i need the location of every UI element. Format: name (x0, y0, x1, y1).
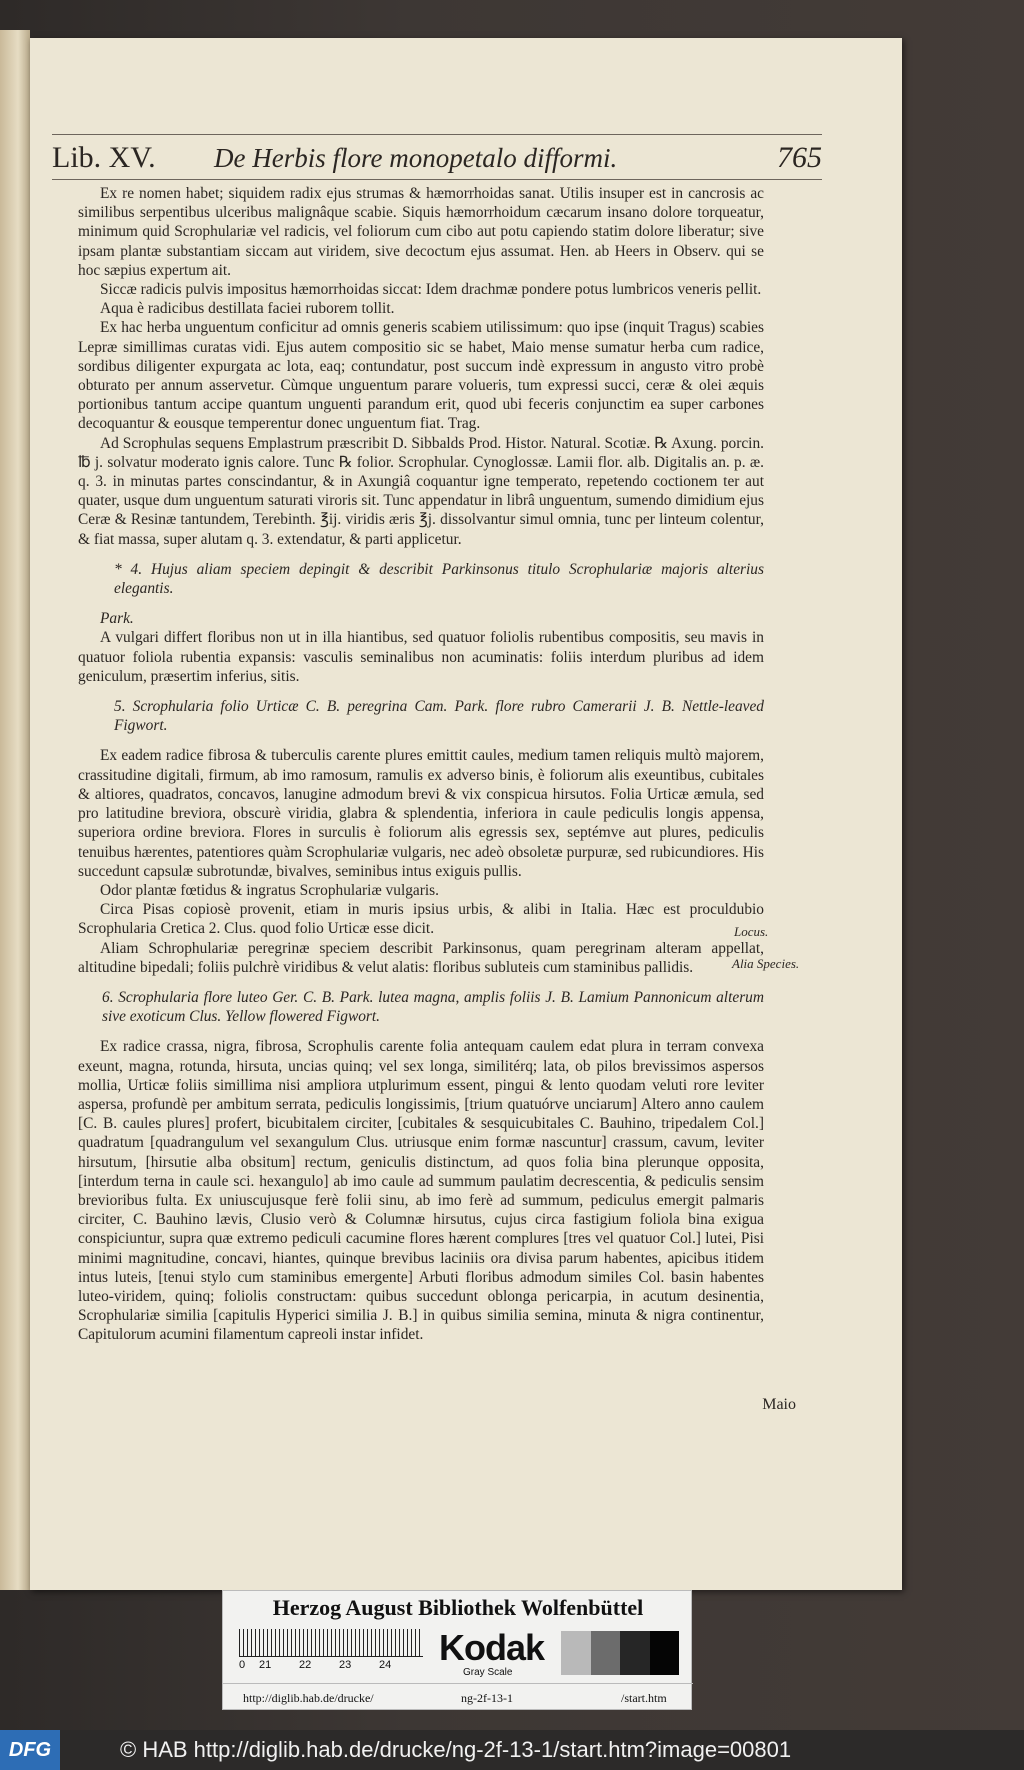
paragraph: Circa Pisas copiosè provenit, etiam in muris ipsius urbis, & alibi in Italia. Hæc est proculdubio Scrophularia Cretica 2. Clus. quod folio Urticæ esse dicit. (78, 901, 764, 938)
ruler-number: 0 (239, 1659, 246, 1671)
bar-url-mid: ng-2f-13-1 (461, 1691, 513, 1705)
margin-note-locus: Locus. (734, 924, 769, 939)
previous-page-edge (0, 30, 30, 1590)
bar-url-row (223, 1683, 693, 1711)
scale-ruler (239, 1629, 423, 1657)
running-header (52, 134, 822, 180)
ruler-number: 22 (299, 1659, 312, 1671)
species-heading: 5. Scrophularia folio Urticæ C. B. peregrina Cam. Park. flore rubro Camerarii J. B. Nettle-leaved Figwort. (114, 698, 764, 735)
margin-note-alia-species: Alia Species. (732, 956, 800, 971)
footer-url[interactable]: © HAB http://diglib.hab.de/drucke/ng-2f-13-1/start.htm?image=00801 (120, 1737, 792, 1762)
paragraph: Ex hac herba unguentum conficitur ad omnis generis scabiem utilissimum: quo ipse (inquit Tragus) scabies Lepræ simillimas curatas vidi. Ejus autem compositio sic se habet, Maio mense sumatur herba cum radice, sordibus diligenter expurgata ac lota, eaq; contundatur, post succum indè expressum in angusto vitro probè obturato per annum asservetur. Cùmque unguentum parare volueris, tum expressi succi, ceræ & olei æquis portionibus tantum accipe quantum unguenti parandum erit, quod ubi feceris conjunctim ea super carbones decoquantur & eousque temperentur donec unguentum fiat. Trag. (78, 319, 764, 433)
gray-swatch (591, 1631, 621, 1675)
ruler-number: 24 (379, 1659, 392, 1671)
paragraph: Ex eadem radice fibrosa & tuberculis carente plures emittit caules, medium tamen reliquis multò majorem, crassitudine digitali, firmum, ab imo ramosum, ramulis ex adverso binis, è foliorum alis exeuntibus, cubitales & altiores, quadratos, concavos, lanugine admodum brevi & vix conspicua hirsutos. Folia Urticæ æmula, sed pro latitudine breviora, obscurè viridia, glabra & splendentia, inferiora in caule pediculis longis appensa, superiora ordine breviora. Flores in surculis è foliorum alis egressis sex, septémve aut plures, pediculis tenuibus hærentes, patentiores quàm Scrophulariæ vulgaris, nec adeò obsoletæ purpuræ, sed rubicundiores. His succedunt capsulæ subrotundæ, bivalves, seminibus intus exiguis pullis. (78, 747, 764, 880)
gray-swatch (561, 1631, 591, 1675)
paragraph: Odor plantæ fœtidus & ingratus Scrophulariæ vulgaris. (100, 881, 439, 899)
paragraph: Ex re nomen habet; siquidem radix ejus strumas & hæmorrhoidas sanat. Utilis insuper est in cancrosis ac similibus serpentibus ulceribus malignâque scabie. Siquis hæmorrhoidum cæcarum insano dolore torqueatur, minimum quid Scrophulariæ vel radicis, vel foliorum cum cibo aut potu capiendo statim dolore liberatur; sive ipsam plantæ substantiam siccam aut viridem, sive decoctum ejus assumat. Hen. ab Heers in Observ. qui se hoc sæpius expertum ait. (78, 185, 764, 279)
paragraph: Aliam Schrophulariæ peregrinæ speciem describit Parkinsonus, quam peregrinam alteram appellat, altitudine bipedali; foliis pulchrè viridibus & velut alatis: floribus subluteis cum staminibus pallidis. (78, 939, 764, 976)
ruler-number: 23 (339, 1659, 352, 1671)
paragraph: Siccæ radicis pulvis impositus hæmorrhoidas siccat: Idem drachmæ pondere potus lumbricos veneris pellit. (100, 281, 762, 299)
ruler-number: 21 (259, 1659, 272, 1671)
dfg-logo: DFG (0, 1730, 60, 1770)
page-number: 765 (777, 141, 822, 174)
paragraph: A vulgari differt floribus non ut in illa hiantibus, sed quatuor foliolis rubentibus compositis, seu mavis in quatuor foliola rubentia expansis: vasculis seminalibus non acuminatis: foliis interdum pluribus ad idem geniculum, præsertim inferius, sitis. (78, 629, 764, 685)
color-calibration-bar (222, 1590, 692, 1710)
bar-url-left: http://diglib.hab.de/drucke/ (243, 1691, 374, 1705)
catchword: Maio (762, 1396, 796, 1413)
book-page (30, 38, 902, 1590)
running-title: De Herbis flore monopetalo difformi. (214, 143, 618, 173)
book-number: Lib. XV. (52, 141, 156, 174)
species-heading: * 4. Hujus aliam speciem depingit & describit Parkinsonus titulo Scrophulariæ majoris alterius elegantis. (114, 560, 764, 598)
bar-url-right: /start.htm (621, 1691, 667, 1705)
kodak-logo: Kodak (439, 1627, 545, 1668)
gray-swatch (650, 1631, 680, 1675)
institution-name: Herzog August Bibliothek Wolfenbüttel (272, 1595, 644, 1620)
paragraph: Ad Scrophulas sequens Emplastrum præscribit D. Sibbalds Prod. Histor. Natural. Scotiæ. ℞ Axung. porcin. ℔ j. solvatur moderato ignis calore. Tunc ℞ folior. Scrophular. Cynoglossæ. Lamii flor. alb. Digitalis an. p. æ. q. 3. in minutas partes conscindantur, & in Axungiâ coquantur igne temperato, repetendo coctionem ter aut quater, usque dum unguentum saturati viroris sit. Tunc appendatur in librâ unguentum, sumendo dimidium ejus Ceræ & Resinæ tantundem, Terebinth. ℥ij. viridis æris ℥j. dissolvantur simul omnia, tunc per linteum colentur, & fiat massa, super alutam q. 3. extendatur, & parti applicetur. (78, 434, 764, 548)
ruler-numbers (239, 1659, 439, 1671)
body-text (78, 184, 764, 1345)
author-label: Park. (100, 610, 134, 628)
gray-swatch (620, 1631, 650, 1675)
paragraph: Aqua è radicibus destillata faciei ruborem tollit. (100, 300, 395, 318)
viewer-footer (0, 1730, 1024, 1770)
gray-swatches (561, 1631, 679, 1675)
gray-scale-label: Gray Scale (463, 1667, 513, 1678)
species-heading: 6. Scrophularia flore luteo Ger. C. B. Park. lutea magna, amplis foliis J. B. Lamium Pannonicum alterum sive exoticum Clus. Yellow flowered Figwort. (102, 988, 764, 1026)
paragraph: Ex radice crassa, nigra, fibrosa, Scrophulis carente folia antequam caulem edat plura in terram convexa exeunt, magna, rotunda, hirsuta, uncias quinq; vel sex longa, similitérq; lata, ob pilos brevissimos aspersos mollia, Urticæ foliis simillima nisi ampliora utplurimum essent, pingui & lento quodam veluti rore leviter aspersa, profundè per ambitum serrata, pediculis longissimis, [trium quatuórve unciarum] Altero anno caulem [C. B. caules plures] profert, bicubitalem circiter, [cubitales & sesquicubitales C. Bauhino, tripedalem Col.] quadratum [quadrangulum vel sexangulum Clus. utriusque enim formæ nascuntur] crassum, cavum, leviter hirsutum, [hirsutie alba obsitum] rectum, geniculis distinctum, ad quos folia bina plerunque opposita, [interdum terna in caule sci. hexangulo] ab imo caule ad summum paulatim decrescentia, & pediculis sensim brevioribus fulta. Ex uniuscujusque ferè folii sinu, ab imo ferè ad summum, pediculus emergit palmaris circiter, C. Bauhino lævis, Clusio verò & Columnæ hirsutus, cujus circa fastigium foliola bina exigua conspiciuntur, supra quæ extremo pediculi cacumine flores hærent complures [tres vel quatuor Col.] lutei, Pisi minimi magnitudine, concavi, hiantes, quinque brevibus laciniis ora divisa parum habentes, apicibus itidem intus luteis, [tenui stylo cum staminibus emergente] Arbuti floribus admodum similes Col. basin habentes luteo-viridem, quinq; foliolis constructam: quibus succedunt oblonga pericarpia, in acutum desinentia, Scrophulariæ similia [capitulis Hyperici similia J. B.] in quibus similia semina, minuta & nigra continentur, Capitulorum acumini filamentum capreoli instar infidet. (78, 1038, 764, 1344)
